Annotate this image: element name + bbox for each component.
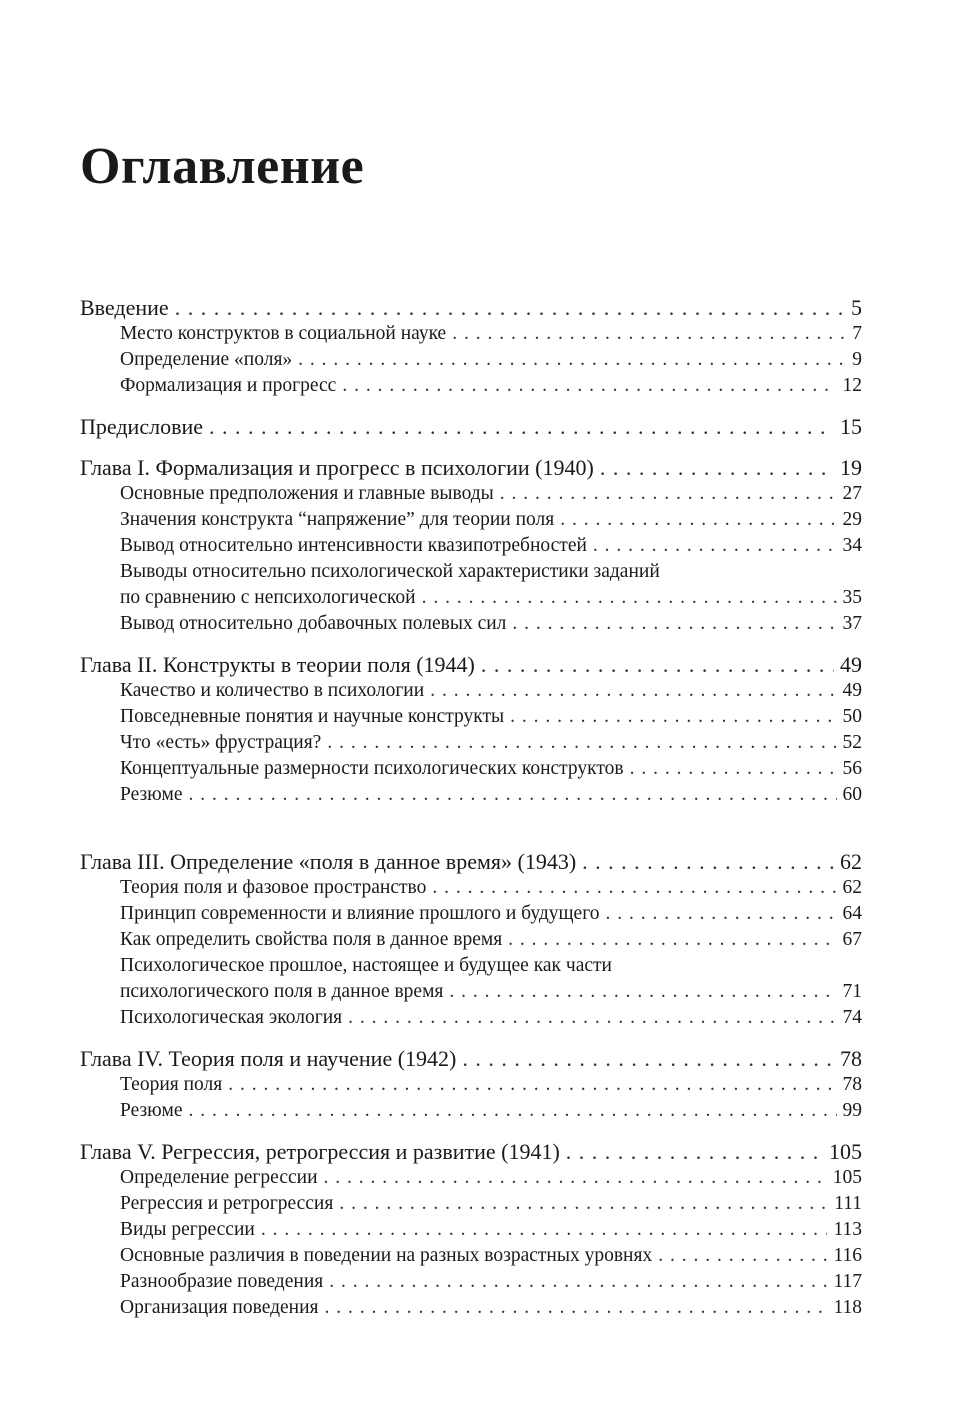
- dot-leader: [500, 481, 837, 507]
- toc-page-number: 116: [833, 1245, 862, 1266]
- toc-subentry[interactable]: [80, 507, 862, 533]
- toc-page-number: 111: [834, 1193, 862, 1214]
- dot-leader: [261, 1217, 828, 1243]
- toc-subentry-title: Резюме: [120, 784, 183, 805]
- toc-subentry-continuation[interactable]: [80, 979, 862, 1005]
- toc-subentry-title: Значения конструкта “напряжение” для теории поля: [120, 509, 555, 530]
- dot-leader: [605, 901, 836, 927]
- toc-entry-title: Введение: [80, 295, 169, 320]
- toc-page-number: 49: [842, 680, 862, 701]
- toc-entry[interactable]: [80, 849, 862, 875]
- dot-leader: [422, 585, 837, 611]
- toc-subentry-title: Что «есть» фрустрация?: [120, 732, 322, 753]
- toc-subentry-title: Повседневные понятия и научные конструкты: [120, 706, 505, 727]
- toc-page-number: 71: [842, 981, 862, 1002]
- toc-page-number: 105: [832, 1167, 862, 1188]
- toc-subentry[interactable]: [80, 611, 862, 637]
- dot-leader: [342, 373, 836, 399]
- dot-leader: [432, 875, 836, 901]
- toc-subentry-title: Теория поля: [120, 1074, 223, 1095]
- toc-page-number: 60: [842, 784, 862, 805]
- dot-leader: [600, 455, 834, 481]
- dot-leader: [508, 927, 836, 953]
- toc-page-number: 12: [842, 375, 862, 396]
- toc-page-number: 78: [840, 1046, 862, 1071]
- toc-page-number: 34: [842, 535, 862, 556]
- toc-page-number: 15: [840, 414, 862, 439]
- dot-leader: [430, 678, 836, 704]
- toc-subentry[interactable]: [80, 373, 862, 399]
- toc-subentry-title: Резюме: [120, 1100, 183, 1121]
- toc-page-number: 105: [829, 1139, 862, 1164]
- toc-section-chapter-2: [80, 652, 862, 808]
- toc-subentry-title: Выводы относительно психологической характеристики заданий: [120, 561, 660, 582]
- toc-subentry-title: Формализация и прогресс: [120, 375, 337, 396]
- toc-subentry[interactable]: [80, 901, 862, 927]
- toc-subentry[interactable]: [80, 1191, 862, 1217]
- toc-subentry[interactable]: [80, 1098, 862, 1124]
- toc-entry-title: Глава III. Определение «поля в данное время» (1943): [80, 849, 577, 874]
- toc-page-number: 56: [842, 758, 862, 779]
- dot-leader: [630, 756, 837, 782]
- toc-entry-title: Глава IV. Теория поля и научение (1942): [80, 1046, 457, 1071]
- toc-subentry-title: Вывод относительно добавочных полевых сил: [120, 613, 507, 634]
- toc-page-number: 29: [842, 509, 862, 530]
- toc-entry-title: Глава II. Конструкты в теории поля (1944): [80, 652, 475, 677]
- toc-subentry-title: Как определить свойства поля в данное время: [120, 929, 503, 950]
- dot-leader: [327, 730, 836, 756]
- toc-page-number: 37: [842, 613, 862, 634]
- toc-section-preface: [80, 414, 862, 440]
- toc-section-chapter-1: [80, 455, 862, 637]
- toc-entry[interactable]: [80, 1046, 862, 1072]
- toc-entry-title: Глава V. Регрессия, ретрогрессия и развитие (1941): [80, 1139, 560, 1164]
- dot-leader: [582, 849, 834, 875]
- toc-page-number: 62: [842, 877, 862, 898]
- toc-subentry-title: Концептуальные размерности психологических конструктов: [120, 758, 624, 779]
- toc-subentry-title: Организация поведения: [120, 1297, 319, 1318]
- dot-leader: [510, 704, 836, 730]
- toc-entry-title: Предисловие: [80, 414, 203, 439]
- toc-subentry[interactable]: [80, 678, 862, 704]
- toc-page-number: 118: [833, 1297, 862, 1318]
- toc-entry[interactable]: [80, 295, 862, 321]
- toc-section-introduction: [80, 295, 862, 399]
- dot-leader: [462, 1046, 834, 1072]
- toc-page-number: 113: [833, 1219, 862, 1240]
- dot-leader: [348, 1005, 836, 1031]
- toc-section-chapter-4: [80, 1046, 862, 1124]
- toc-page-number: 67: [842, 929, 862, 950]
- toc-page-number: 50: [842, 706, 862, 727]
- toc-subentry[interactable]: [80, 953, 862, 979]
- toc-page-number: 19: [840, 455, 862, 480]
- dot-leader: [189, 1098, 837, 1124]
- toc-page-number: 99: [842, 1100, 862, 1121]
- dot-leader: [209, 414, 834, 440]
- dot-leader: [566, 1139, 823, 1165]
- dot-leader: [228, 1072, 836, 1098]
- dot-leader: [512, 611, 836, 637]
- toc-subentry[interactable]: [80, 704, 862, 730]
- toc-page-number: 5: [851, 295, 862, 320]
- toc-subentry[interactable]: [80, 533, 862, 559]
- toc-subentry[interactable]: [80, 347, 862, 373]
- toc-entry[interactable]: [80, 414, 862, 440]
- dot-leader: [449, 979, 836, 1005]
- toc-section-chapter-3: [80, 849, 862, 1031]
- toc-page-number: 7: [852, 323, 862, 344]
- table-of-contents: [80, 295, 862, 1321]
- toc-subentry-title: Вывод относительно интенсивности квазипотребностей: [120, 535, 587, 556]
- toc-subentry[interactable]: [80, 1165, 862, 1191]
- toc-subentry[interactable]: [80, 1005, 862, 1031]
- toc-page-number: 117: [833, 1271, 862, 1292]
- dot-leader: [658, 1243, 827, 1269]
- toc-subentry-title: Основные предположения и главные выводы: [120, 483, 494, 504]
- dot-leader: [325, 1295, 828, 1321]
- toc-subentry[interactable]: [80, 559, 862, 585]
- toc-page-number: 74: [842, 1007, 862, 1028]
- toc-subentry-title: Разнообразие поведения: [120, 1271, 324, 1292]
- toc-entry-title: Глава I. Формализация и прогресс в психологии (1940): [80, 455, 594, 480]
- toc-subentry-title: Определение «поля»: [120, 349, 293, 370]
- toc-subentry-title: Виды регрессии: [120, 1219, 255, 1240]
- toc-entry[interactable]: [80, 1139, 862, 1165]
- toc-page-number: 62: [840, 849, 862, 874]
- toc-entry[interactable]: [80, 652, 862, 678]
- toc-subentry-title: Основные различия в поведении на разных возрастных уровнях: [120, 1245, 653, 1266]
- toc-subentry-title: Определение регрессии: [120, 1167, 318, 1188]
- page-title: Оглавление: [80, 138, 365, 195]
- toc-subentry-title: Качество и количество в психологии: [120, 680, 425, 701]
- toc-subentry[interactable]: [80, 321, 862, 347]
- toc-subentry-title: Теория поля и фазовое пространство: [120, 877, 427, 898]
- toc-page-number: 27: [842, 483, 862, 504]
- toc-subentry-title: Место конструктов в социальной науке: [120, 323, 447, 344]
- toc-subentry-continuation[interactable]: [80, 585, 862, 611]
- toc-subentry[interactable]: [80, 1217, 862, 1243]
- toc-subentry[interactable]: [80, 875, 862, 901]
- toc-page-number: 49: [840, 652, 862, 677]
- toc-subentry[interactable]: [80, 782, 862, 808]
- dot-leader: [339, 1191, 828, 1217]
- toc-page-number: 9: [852, 349, 862, 370]
- toc-subentry[interactable]: [80, 730, 862, 756]
- dot-leader: [324, 1165, 827, 1191]
- toc-subentry[interactable]: [80, 927, 862, 953]
- toc-section-chapter-5: [80, 1139, 862, 1321]
- toc-subentry-title: Принцип современности и влияние прошлого и будущего: [120, 903, 600, 924]
- toc-subentry[interactable]: [80, 1072, 862, 1098]
- toc-subentry-title: Регрессия и ретрогрессия: [120, 1193, 334, 1214]
- dot-leader: [189, 782, 837, 808]
- toc-subentry[interactable]: [80, 1243, 862, 1269]
- toc-entry[interactable]: [80, 455, 862, 481]
- toc-subentry[interactable]: [80, 1269, 862, 1295]
- dot-leader: [175, 295, 845, 321]
- toc-subentry[interactable]: [80, 756, 862, 782]
- toc-page-number: 52: [842, 732, 862, 753]
- toc-page-number: 35: [842, 587, 862, 608]
- dot-leader: [481, 652, 834, 678]
- dot-leader: [329, 1269, 827, 1295]
- toc-subentry-title-continued: по сравнению с непсихологической: [120, 587, 416, 608]
- toc-subentry-title: Психологическая экология: [120, 1007, 343, 1028]
- toc-subentry[interactable]: [80, 1295, 862, 1321]
- toc-subentry[interactable]: [80, 481, 862, 507]
- dot-leader: [560, 507, 836, 533]
- toc-subentry-title: Психологическое прошлое, настоящее и будущее как части: [120, 955, 612, 976]
- toc-subentry-title-continued: психологического поля в данное время: [120, 981, 444, 1002]
- dot-leader: [452, 321, 846, 347]
- toc-page-number: 78: [842, 1074, 862, 1095]
- dot-leader: [298, 347, 846, 373]
- toc-page-number: 64: [842, 903, 862, 924]
- dot-leader: [593, 533, 837, 559]
